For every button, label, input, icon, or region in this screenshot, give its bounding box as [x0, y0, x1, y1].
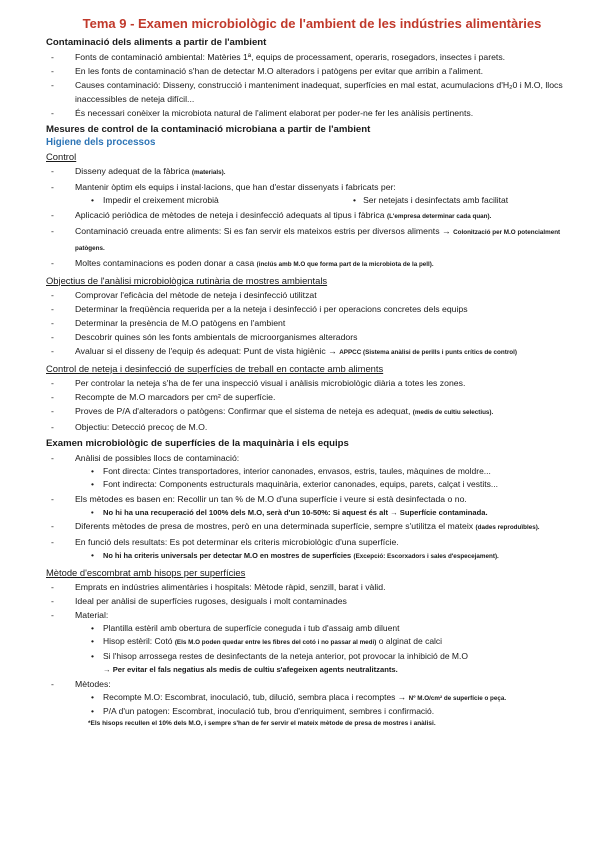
list-item: [46, 344, 578, 360]
item-note: Colonització per M.O potencialment patògens.: [75, 228, 561, 252]
list-item: - Material:: [46, 608, 578, 622]
item-text: No hi ha criteris universals per detectar M.O en mostres de superfícies: [103, 551, 352, 560]
footnote: *Els hisops recullen el 10% dels M.O, i sempre s'han de fer servir el mateix mètode de presa de mostres i anàlisi.: [88, 719, 436, 727]
list-item: [74, 650, 578, 677]
underlined-heading: Control: [46, 151, 77, 162]
underlined-heading: Control de neteja i desinfecció de superfícies de treball en contacte amb aliments: [46, 362, 384, 374]
bullet-list: [46, 519, 578, 549]
list-item: [74, 549, 578, 564]
page-title: Tema 9 - Examen microbiològic de l'ambient de les indústries alimentàries: [82, 16, 542, 31]
item-text: • Impedir el creixement microbià: [103, 195, 219, 205]
sub-bullet-list: [74, 194, 578, 208]
item-text: Disseny adequat de la fàbrica: [75, 166, 190, 176]
bullet-list: [46, 208, 578, 272]
list-item: [46, 404, 578, 420]
sub-bullet-list: [74, 691, 578, 719]
item-text: Diferents mètodes de presa de mostres, però en una determinada superfície, sempre s'utilitza el mateix: [75, 521, 474, 531]
item-note: (inclús amb M.O que forma part de la microbiota de la pell).: [256, 260, 434, 268]
subsection-heading: Higiene dels processos: [46, 137, 156, 148]
item-text: • Ser netejats i desinfectats amb facilitat: [353, 195, 509, 205]
list-item: - Anàlisi de possibles llocs de contaminació:: [46, 451, 578, 465]
item-text: Proves de P/A d'alteradors o patògens: Confirmar que el sistema de neteja es adequat,: [75, 405, 411, 416]
list-item: - En funció dels resultats: Es pot determinar els criteris microbiològic d'una superfície.: [46, 535, 578, 549]
list-item: - Mantenir òptim els equips i instal·lacions, que han d'estar dissenyats i fabricats per:: [46, 180, 578, 194]
item-note: (dades reproduïbles).: [475, 524, 540, 531]
list-item: - Determinar la presència de M.O patògens en l'ambient: [46, 316, 578, 330]
list-item: - Recompte de M.O marcadors per cm² de superfície.: [46, 390, 578, 404]
list-item: - Causes contaminació: Disseny, construcció i manteniment inadequat, superfícies en mal estat, acumulacions d'H₂0 i M.O, llocs inaccessibles de neteja difícil...: [46, 78, 578, 106]
list-item: - Descobrir quines són les fonts ambientals de microorganismes alteradors: [46, 330, 578, 344]
list-item: • Font indirecta: Components estructurals maquinària, exterior canonades, equips, parets, calçat i vestits...: [74, 478, 578, 492]
item-note: (Els M.O poden quedar entre les fibres del cotó i no passar al medi): [174, 639, 377, 646]
item-note: APPCC (Sistema anàlisi de perills i punts crítics de control): [339, 348, 517, 356]
bullet-list: [46, 492, 578, 506]
sub-bullet-list: [74, 465, 578, 492]
item-text: o alginat de calci: [378, 636, 443, 646]
item-text: Ser netejats i desinfectats amb facilitat: [363, 195, 509, 205]
bullet-list: [46, 451, 578, 465]
item-text: Hisop estèril: Cotó: [103, 636, 173, 646]
item-text: → Per evitar el fals negatius als medis de cultiu s'afegeixen agents neutralitzants.: [103, 665, 398, 674]
sub-bullet-list: [74, 506, 578, 520]
item-text: Recompte M.O: Escombrat, inoculació, tub, dilució, sembra placa i recomptes →: [103, 691, 407, 702]
item-text: Aplicació periòdica de mètodes de neteja i desinfecció adequats al tipus i fàbrica: [75, 209, 385, 220]
list-item: [46, 224, 578, 256]
list-item: [46, 256, 578, 272]
underlined-heading: Objectius de l'anàlisi microbiològica rutinària de mostres ambientals: [46, 274, 328, 286]
list-item: • Font directa: Cintes transportadores, interior canonades, envasos, estris, taules, màquines de moldre...: [74, 465, 578, 479]
item-text: Moltes contaminacions es poden donar a casa: [75, 257, 255, 268]
list-item: [46, 519, 578, 535]
bullet-list: [46, 376, 578, 434]
item-text: Contaminació creuada entre aliments: Si es fan servir els mateixos estris per diversos aliments →: [75, 225, 451, 236]
item-note: (medis de cultiu selectius).: [412, 408, 494, 416]
list-item: - En les fonts de contaminació s'han de detectar M.O alteradors i patògens per evitar que arribin a l'aliment.: [46, 64, 578, 78]
item-note: (materials).: [191, 169, 226, 176]
list-item: [74, 691, 578, 706]
list-item: - Determinar la freqüència requerida per a la neteja i desinfecció i per operacions concretes dels equips: [46, 302, 578, 316]
bullet-list: [46, 677, 578, 691]
list-item: - Mètodes:: [46, 677, 578, 691]
list-item: - Emprats en indústries alimentàries i hospitals: Mètode ràpid, senzill, barat i vàlid.: [46, 580, 578, 594]
list-item: - Objectiu: Detecció precoç de M.O.: [46, 420, 578, 434]
bullet-list: [46, 580, 578, 622]
list-item: • No hi ha una recuperació del 100% dels M.O, serà d'un 10-50%: Si aquest és alt → Superfície contaminada.: [74, 506, 578, 520]
sub-bullet-list: [74, 549, 578, 564]
list-item: - Ideal per anàlisi de superfícies rugoses, desiguals i molt contaminades: [46, 594, 578, 608]
bullet-list: [46, 288, 578, 360]
bullet-list: [46, 50, 578, 120]
list-item: - Comprovar l'eficàcia del mètode de neteja i desinfecció utilitzat: [46, 288, 578, 302]
list-item: [46, 208, 578, 224]
list-item: - Fonts de contaminació ambiental: Matèries 1ª, equips de processament, operaris, rosegadors, insectes i parets.: [46, 50, 578, 64]
item-note: Nº M.O/cm² de superfície o peça.: [408, 694, 507, 702]
list-item: - És necessari conèixer la microbiota natural de l'aliment elaborat per poder-ne fer les anàlisis pertinents.: [46, 106, 578, 120]
list-item: [74, 635, 578, 650]
item-note: (L'empresa determinar cada quan).: [386, 212, 492, 220]
list-item: • Plantilla estèril amb obertura de superfície coneguda i tub d'assaig amb diluent: [74, 622, 578, 636]
item-note: (Excepció: Escorxadors i sales d'especejament).: [353, 553, 499, 560]
list-item: [46, 164, 578, 180]
underlined-heading: Mètode d'escombrat amb hisops per superfícies: [46, 566, 246, 578]
section-heading: Examen microbiològic de superfícies de la maquinària i els equips: [46, 437, 349, 449]
list-item: • P/A d'un patogen: Escombrat, inoculació tub, brou d'enriquiment, sembres i confirmació.: [74, 705, 578, 719]
section-heading: Mesures de control de la contaminació microbiana a partir de l'ambient: [46, 124, 371, 135]
list-item: - Els mètodes es basen en: Recollir un tan % de M.O d'una superfície i veure si està desinfectada o no.: [46, 492, 578, 506]
list-item: - Per controlar la neteja s'ha de fer una inspecció visual i anàlisis microbiològic diària a totes les zones.: [46, 376, 578, 390]
bullet-list: [46, 164, 578, 194]
item-text: Avaluar si el disseny de l'equip és adequat: Punt de vista higiènic →: [75, 345, 337, 356]
item-text: Si l'hisop arrossega restes de desinfectants de la neteja anterior, pot provocar la inhibició de M.O: [103, 650, 468, 661]
sub-bullet-list: [74, 622, 578, 677]
section-heading: Contaminació dels aliments a partir de l'ambient: [46, 37, 267, 48]
list-item: [74, 194, 578, 208]
